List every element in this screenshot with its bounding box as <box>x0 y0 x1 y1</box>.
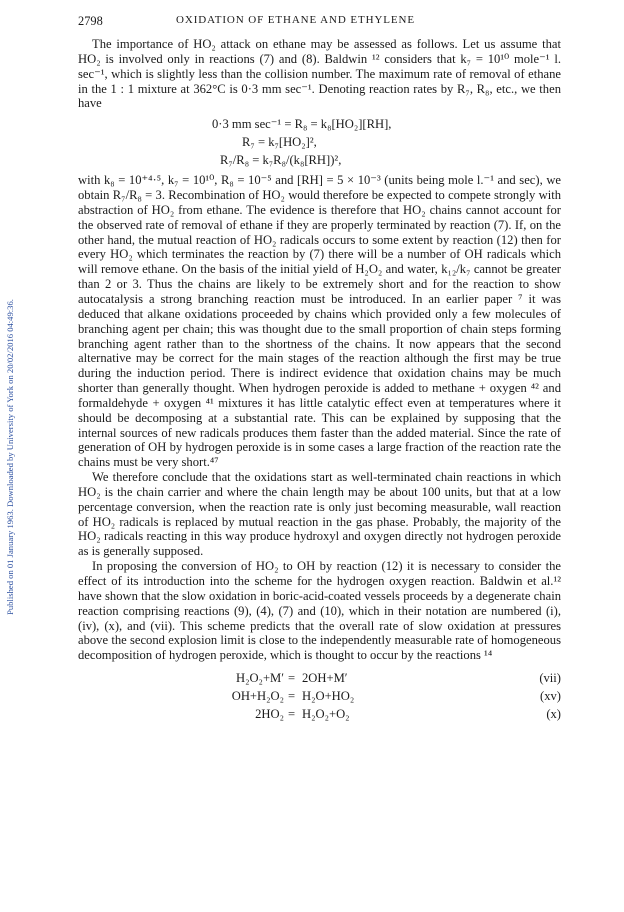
download-watermark <box>2 160 16 760</box>
page-number: 2798 <box>78 14 103 28</box>
equation-rate-r8: 0·3 mm sec⁻¹ = R₈ = k₈[HO₂][RH], <box>212 117 392 132</box>
equals-sign: = <box>288 707 296 722</box>
paragraph-hoz-attack: The importance of HO₂ attack on ethane may be assessed as follows. Let us assume that HO₂ is involved only in reactions (7) and (8). Baldwin ¹² considers that k₇ = 10¹⁰ mole⁻¹ l. sec⁻¹, which is slightly less than the collision number. The maximum rate of removal of ethane in the 1 : 1 mixture at 362°C is 0·3 mm sec⁻¹. Denoting reaction rates by R₇, R₈, etc., we then have <box>78 37 561 111</box>
paragraph-rate-constants: with k₈ = 10⁺⁴·⁵, k₇ = 10¹⁰, R₈ = 10⁻⁵ and [RH] = 5 × 10⁻³ (units being mole l.⁻¹ and sec), we obtain R₇/R₈ = 3. Recombination of HO₂ would therefore be expected to compete strongly with abstraction of HO₂ from ethane. The evidence is therefore that HO₂ chains cannot account for the observed rate of removal of ethane if they are properly terminated by reaction (7). If, on the other hand, the mutual reaction of HO₂ radicals occurs to some extent by reaction (12) then for every HO₂ which terminates the reaction by (7) there will be a number of OH radicals which will remove ethane. On the basis of the initial yield of H₂O₂ and water, k₁₂/k₇ cannot be greater than 2 or 3. Thus the chains are likely to be extremely short and for the reaction to show autocatalysis a strong branching reaction must be introduced. In an earlier paper ⁷ it was deduced that alkane oxidations proceeded by chains which provided only a few molecules of branching agent per chain; this was thought due to the small proportion of chain steps forming branching agent rather than to the shortness of the chains. It now appears that the second alternative may be correct for the main stages of the reaction although the first may be true during the induction period. There is indirect evidence that oxidation chains may be much shorter than generally thought. When hydrogen peroxide is added to methane + oxygen ⁴² and formaldehyde + oxygen ⁴¹ mixtures it has little catalytic effect even at temperatures where it should be decomposing at a substantial rate. This can be explained by supposing that the internal sources of new radicals produces them faster than the added material. Since the rate of generation of OH by hydrogen peroxide is in some cases a large fraction of the reaction rate the chains must be very short.⁴⁷ <box>78 173 561 470</box>
reaction-rhs: H₂O₂+O₂ <box>302 707 350 722</box>
equals-sign: = <box>288 689 296 704</box>
reaction-lhs: OH+H₂O₂ <box>231 689 284 704</box>
paragraph-conclusion: We therefore conclude that the oxidations start as well-terminated chain reactions in which HO₂ is the chain carrier and where the chain length may be about 100 units, but that at a low percentage conversion, when the reaction rate is only just becoming measurable, wall reaction of HO₂ radicals is replaced by mutual reaction in the gas phase. Probably, the majority of the HO₂ radicals reacting in this way produce hydroxyl and oxygen directly not hydrogen peroxide as is generally supposed. <box>78 470 561 559</box>
reaction-row <box>78 687 561 705</box>
reaction-row <box>78 669 561 687</box>
reaction-lhs: H₂O₂+M′ <box>235 671 284 686</box>
running-title: OXIDATION OF ETHANE AND ETHYLENE <box>176 14 415 26</box>
page-header <box>78 14 558 30</box>
equation-rate-r7: R₇ = k₇[HO₂]², <box>242 135 317 150</box>
reaction-number: (vii) <box>539 671 561 686</box>
reaction-rhs: H₂O+HO₂ <box>302 689 355 704</box>
reaction-row <box>78 705 561 723</box>
download-watermark-text[interactable]: Published on 01 January 1963. Downloaded by University of York on 20/02/2016 04:49:36. <box>5 299 15 615</box>
reaction-number: (x) <box>546 707 561 722</box>
equals-sign: = <box>288 671 296 686</box>
paragraph-hydrogen-oxygen: In proposing the conversion of HO₂ to OH by reaction (12) it is necessary to consider the effect of its introduction into the scheme for the hydrogen oxygen reaction. Baldwin et al.¹² have shown that the slow oxidation in boric-acid-coated vessels proceeds by a degenerate chain reaction comprising reactions (9), (4), (7) and (10), which in their notation are numbered (i), (iv), (x), and (vii). This scheme predicts that the overall rate of slow oxidation at pressures above the second explosion limit is close to the independently measurable rate of homogeneous decomposition of hydrogen peroxide, which is thought to occur by the reactions ¹⁴ <box>78 559 561 663</box>
reaction-lhs: 2HO₂ <box>255 707 284 722</box>
reaction-number: (xv) <box>540 689 561 704</box>
article-body <box>78 37 561 727</box>
equation-rate-ratio: R₇/R₈ = k₇R₈/(k₈[RH])², <box>220 153 342 168</box>
peroxide-reactions <box>78 669 561 723</box>
rate-equations <box>78 115 561 169</box>
reaction-rhs: 2OH+M′ <box>302 671 348 686</box>
